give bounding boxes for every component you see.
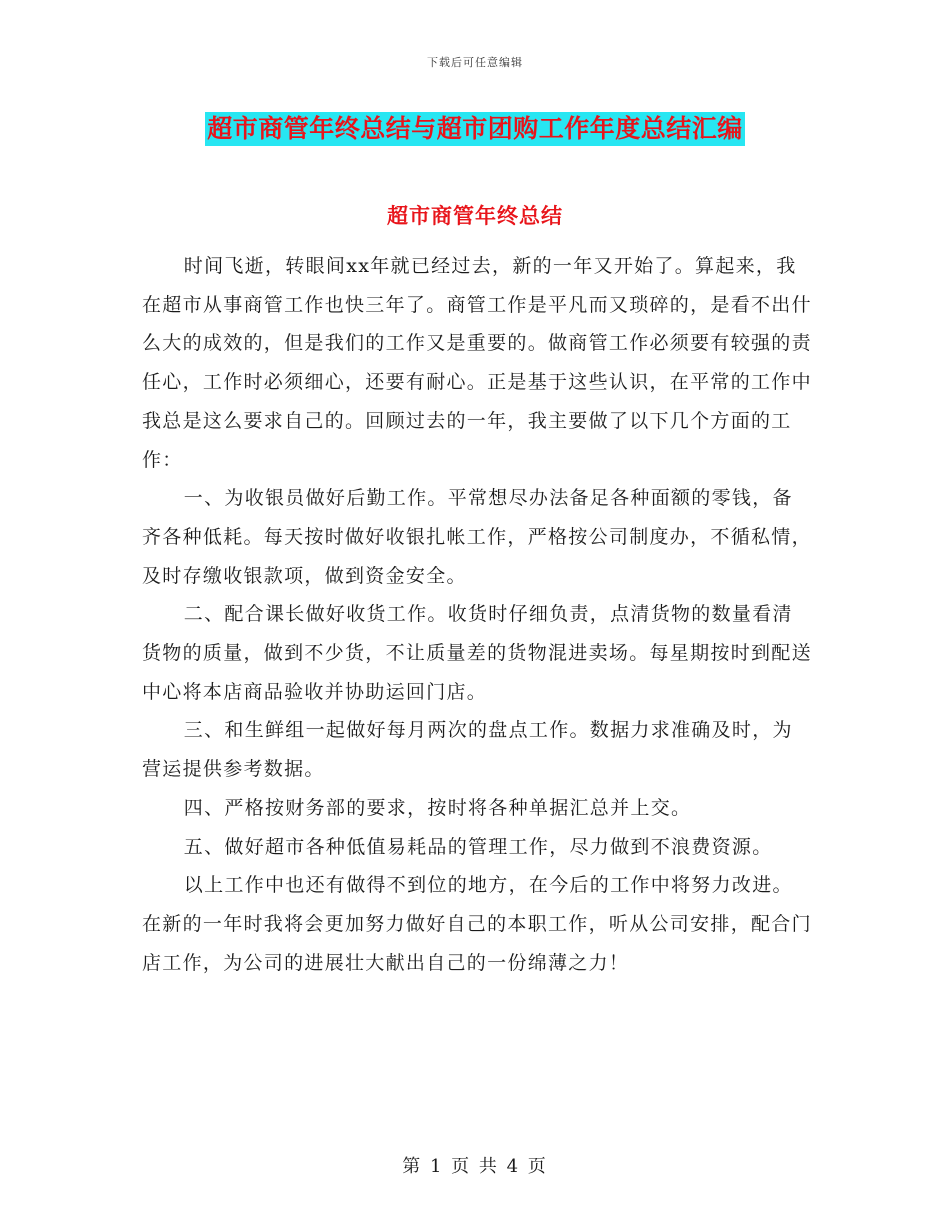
document-title: 超市商管年终总结与超市团购工作年度总结汇编 [205, 112, 745, 146]
document-title-container [0, 112, 950, 146]
paragraph: 五、做好超市各种低值易耗品的管理工作，尽力做到不浪费资源。 [183, 835, 773, 858]
header-note: 下载后可任意编辑 [427, 56, 523, 69]
paragraph: 二、配合课长做好收货工作。收货时仔细负责，点清货物的数量看清货物的质量，做到不少货，不让质量差的货物混进卖场。每星期按时到配送中心将本店商品验收并协助运回门店。 [142, 603, 812, 703]
paragraph: 以上工作中也还有做得不到位的地方，在今后的工作中将努力改进。在新的一年时我将会更加努力做好自己的本职工作，听从公司安排，配合门店工作，为公司的进展壮大献出自己的一份绵薄之力！ [142, 874, 812, 974]
paragraph: 四、严格按财务部的要求，按时将各种单据汇总并上交。 [183, 796, 692, 819]
section-title: 超市商管年终总结 [387, 203, 563, 228]
page-number-footer: 第 1 页 共 4 页 [402, 1156, 548, 1177]
paragraph: 三、和生鲜组一起做好每月两次的盘点工作。数据力求准确及时，为营运提供参考数据。 [142, 719, 793, 781]
document-body [142, 247, 812, 982]
paragraph: 一、为收银员做好后勤工作。平常想尽办法备足各种面额的零钱，备齐各种低耗。每天按时做好收银扎帐工作，严格按公司制度办，不循私情，及时存缴收银款项，做到资金安全。 [142, 487, 812, 587]
paragraph: 时间飞逝，转眼间xx年就已经过去，新的一年又开始了。算起来，我在超市从事商管工作也快三年了。商管工作是平凡而又琐碎的，是看不出什么大的成效的，但是我们的工作又是重要的。做商管工作必须要有较强的责任心，工作时必须细心，还要有耐心。正是基于这些认识，在平常的工作中我总是这么要求自己的。回顾过去的一年，我主要做了以下几个方面的工作： [142, 255, 812, 471]
